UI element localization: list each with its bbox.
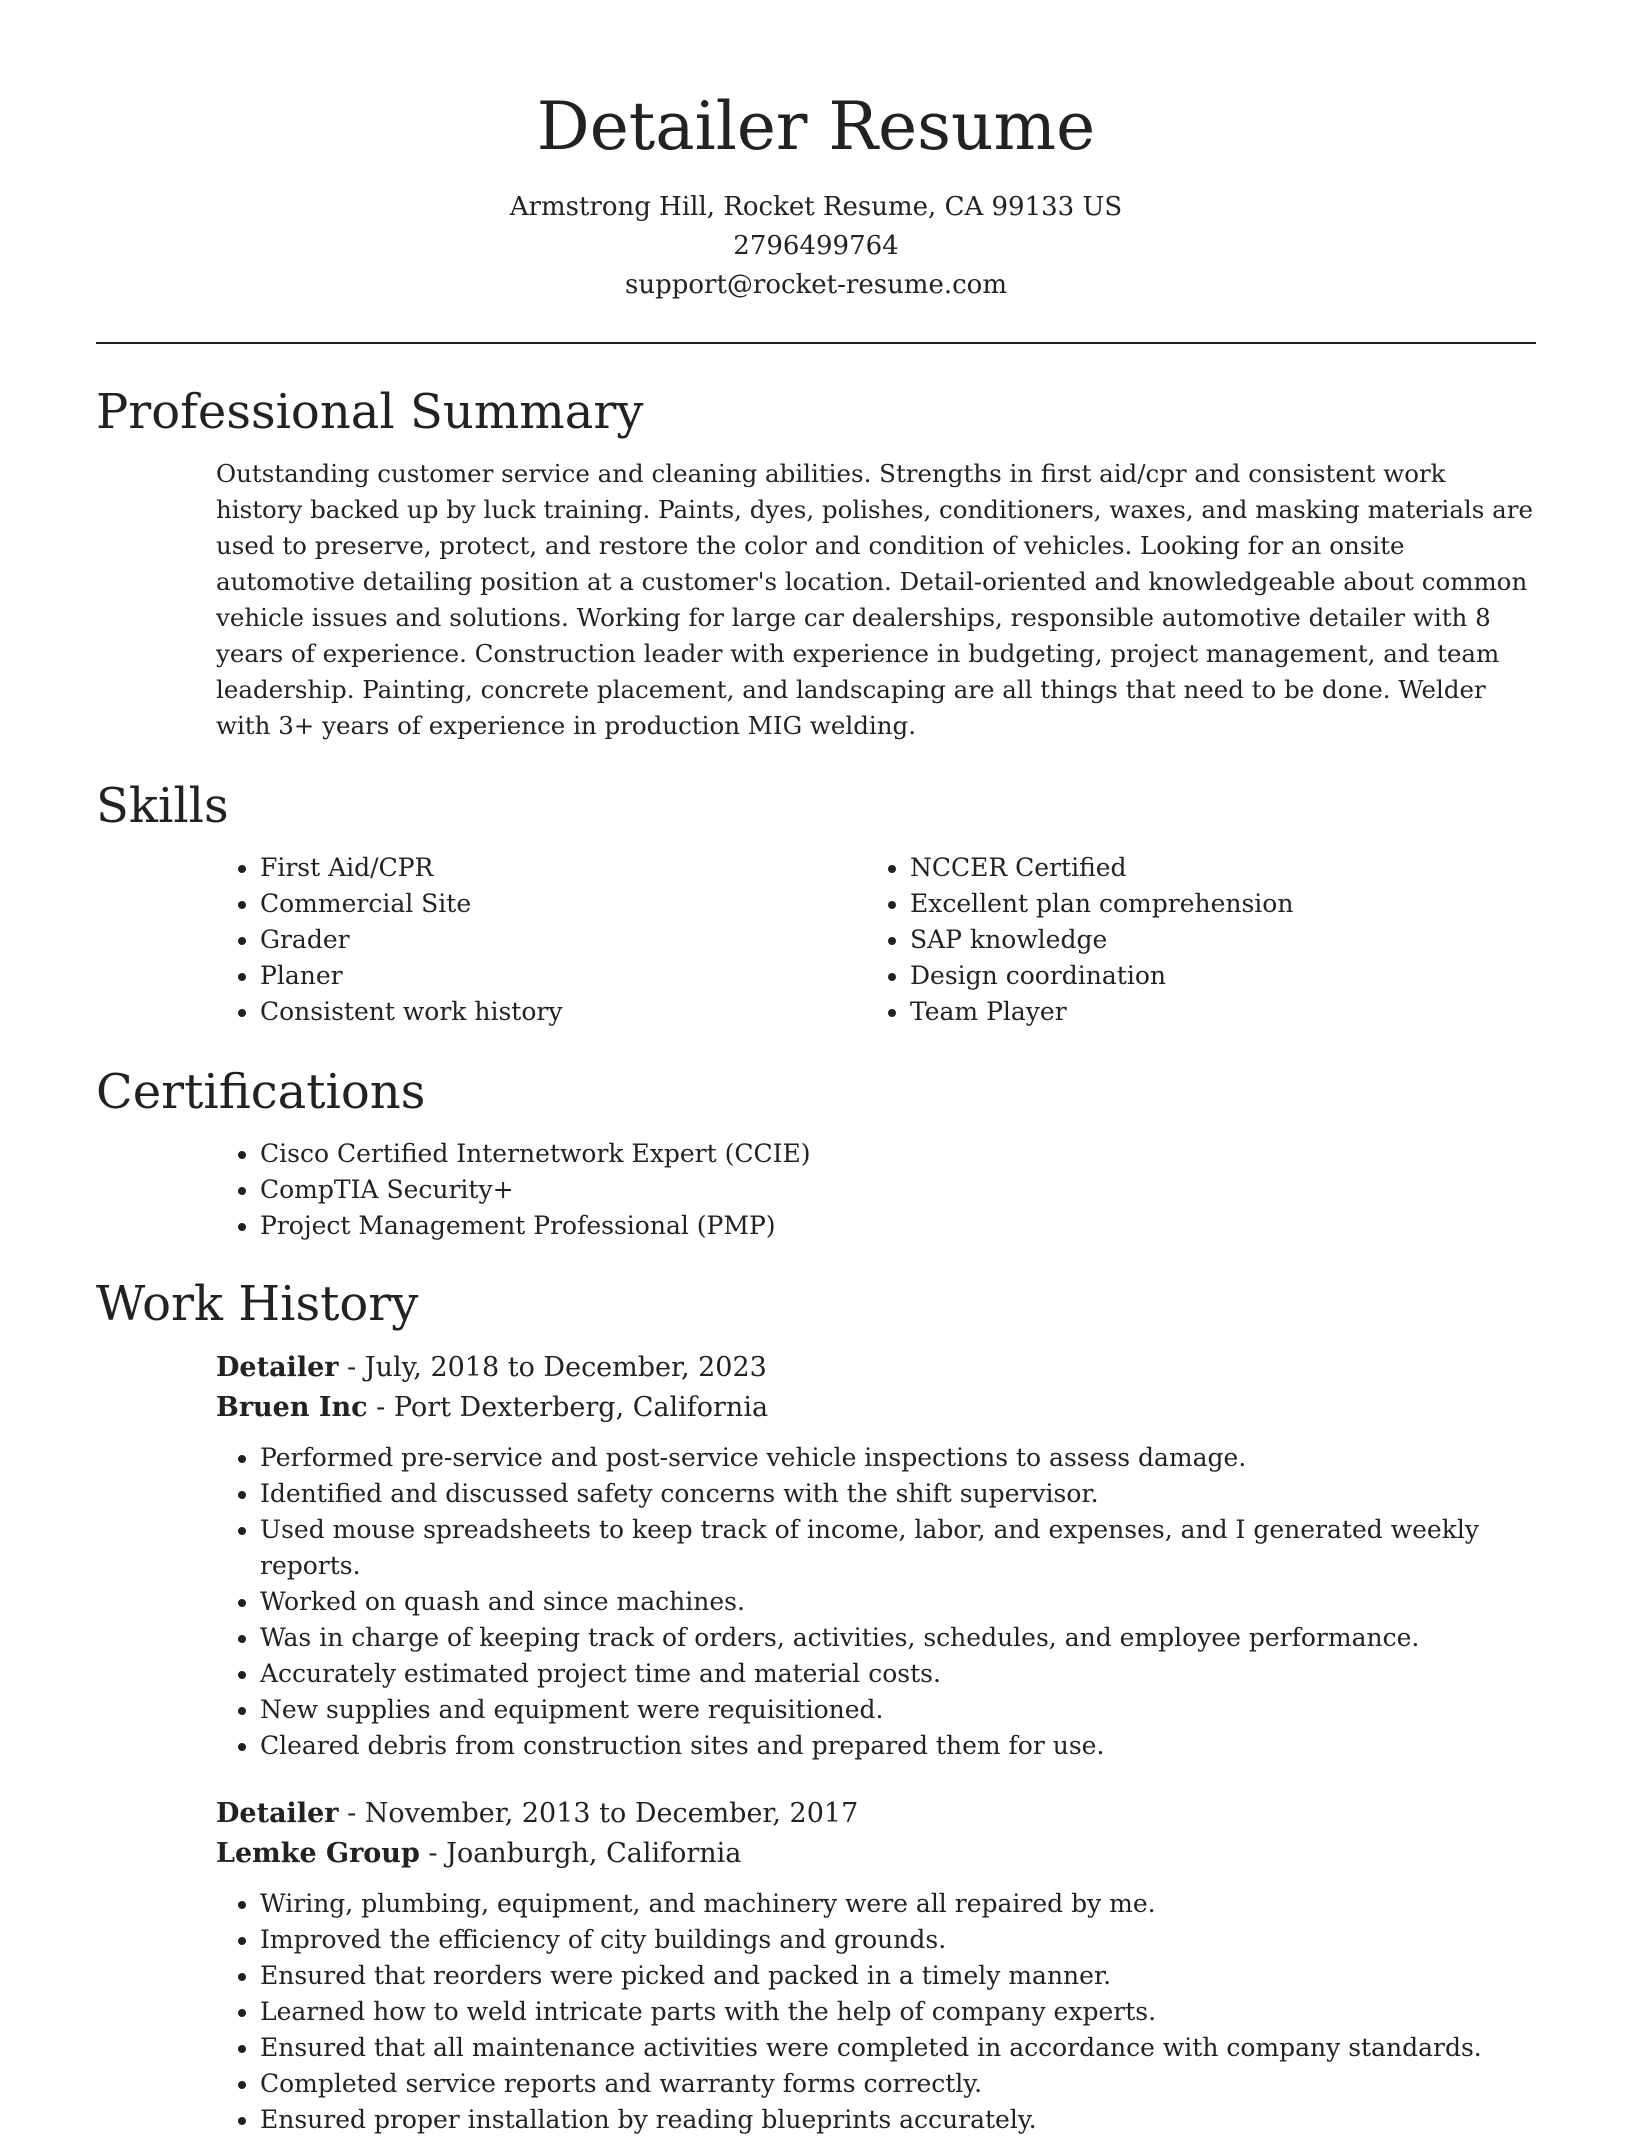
list-item: • Used mouse spreadsheets to keep track of income, labor, and expenses, and I generated weekly reports. <box>260 1512 1536 1584</box>
list-item: • Accurately estimated project time and material costs. <box>260 1656 1536 1692</box>
certifications-list <box>96 1136 1536 1244</box>
job-dates: - November, 2013 to December, 2017 <box>338 1798 859 1829</box>
job-company: Bruen Inc <box>216 1392 368 1423</box>
resume-title: Detailer Resume <box>536 88 1096 165</box>
list-item: • Excellent plan comprehension <box>910 886 1396 922</box>
job-entry <box>96 1348 1536 1764</box>
job-duties-list <box>96 1440 1536 1764</box>
skills-list-right <box>746 850 1396 1030</box>
certifications-heading: Certifications <box>96 1064 426 1120</box>
work-history-heading: Work History <box>96 1276 419 1332</box>
job-company: Lemke Group <box>216 1838 420 1869</box>
list-item: • Team Player <box>910 994 1396 1030</box>
summary-text: Outstanding customer service and cleaning abilities. Strengths in first aid/cpr and consistent work history backed up by luck training. Paints, dyes, polishes, conditioners, waxes, and masking materials are used to preserve, protect, and restore the color and condition of vehicles. Looking for an onsite automotive detailing position at a customer's location. Detail-oriented and knowledgeable about common vehicle issues and solutions. Working for large car dealerships, responsible automotive detailer with 8 years of experience. Construction leader with experience in budgeting, project management, and team leadership. Painting, concrete placement, and landscaping are all things that need to be done. Welder with 3+ years of experience in production MIG welding. <box>216 459 1533 740</box>
list-item: • NCCER Certified <box>910 850 1396 886</box>
job-location: - Joanburgh, California <box>419 1838 742 1869</box>
list-item: • Completed service reports and warranty forms correctly. <box>260 2066 1536 2102</box>
list-item: • Improved the efficiency of city buildings and grounds. <box>260 1922 1536 1958</box>
job-dates: - July, 2018 to December, 2023 <box>338 1352 767 1383</box>
job-role: Detailer <box>216 1352 339 1383</box>
resume-header <box>0 0 1632 305</box>
job-location: - Port Dexterberg, California <box>367 1392 769 1423</box>
list-item: • SAP knowledge <box>910 922 1396 958</box>
list-item: • Wiring, plumbing, equipment, and machinery were all repaired by me. <box>260 1886 1536 1922</box>
list-item: • Worked on quash and since machines. <box>260 1584 1536 1620</box>
summary-section <box>96 382 1536 744</box>
list-item: • Grader <box>260 922 746 958</box>
skills-section <box>96 776 1536 1030</box>
contact-block <box>0 188 1632 305</box>
skills-column-right <box>746 850 1396 1030</box>
list-item: • First Aid/CPR <box>260 850 746 886</box>
skills-heading: Skills <box>96 778 229 834</box>
list-item: • Commercial Site <box>260 886 746 922</box>
list-item: • Design coordination <box>910 958 1396 994</box>
list-item: • Identified and discussed safety concerns with the shift supervisor. <box>260 1476 1536 1512</box>
list-item: • Ensured that all maintenance activities were completed in accordance with company standards. <box>260 2030 1536 2066</box>
job-duties-list <box>96 1886 1536 2138</box>
contact-address: Armstrong Hill, Rocket Resume, CA 99133 US <box>509 192 1123 222</box>
skills-grid <box>96 850 1536 1030</box>
certifications-section <box>96 1062 1536 1244</box>
job-title-line <box>216 1794 1536 1834</box>
job-role: Detailer <box>216 1798 339 1829</box>
job-title-line <box>216 1348 1536 1388</box>
job-company-line <box>216 1388 1536 1428</box>
list-item: • Learned how to weld intricate parts with the help of company experts. <box>260 1994 1536 2030</box>
list-item: • Performed pre-service and post-service vehicle inspections to assess damage. <box>260 1440 1536 1476</box>
job-company-line <box>216 1834 1536 1874</box>
list-item: • CompTIA Security+ <box>260 1172 1536 1208</box>
list-item: • Project Management Professional (PMP) <box>260 1208 1536 1244</box>
list-item: • Cleared debris from construction sites and prepared them for use. <box>260 1728 1536 1764</box>
job-entry <box>96 1794 1536 2138</box>
header-divider <box>96 342 1536 344</box>
skills-list-left <box>96 850 746 1030</box>
contact-email: support@rocket-resume.com <box>624 270 1007 300</box>
list-item: • New supplies and equipment were requisitioned. <box>260 1692 1536 1728</box>
list-item: • Ensured that reorders were picked and packed in a timely manner. <box>260 1958 1536 1994</box>
list-item: • Cisco Certified Internetwork Expert (CCIE) <box>260 1136 1536 1172</box>
list-item: • Ensured proper installation by reading blueprints accurately. <box>260 2102 1536 2138</box>
contact-phone: 2796499764 <box>733 231 899 261</box>
summary-heading: Professional Summary <box>96 384 644 440</box>
list-item: • Was in charge of keeping track of orders, activities, schedules, and employee performance. <box>260 1620 1536 1656</box>
list-item: • Planer <box>260 958 746 994</box>
list-item: • Consistent work history <box>260 994 746 1030</box>
skills-column-left <box>96 850 746 1030</box>
work-history-section <box>96 1274 1536 2138</box>
